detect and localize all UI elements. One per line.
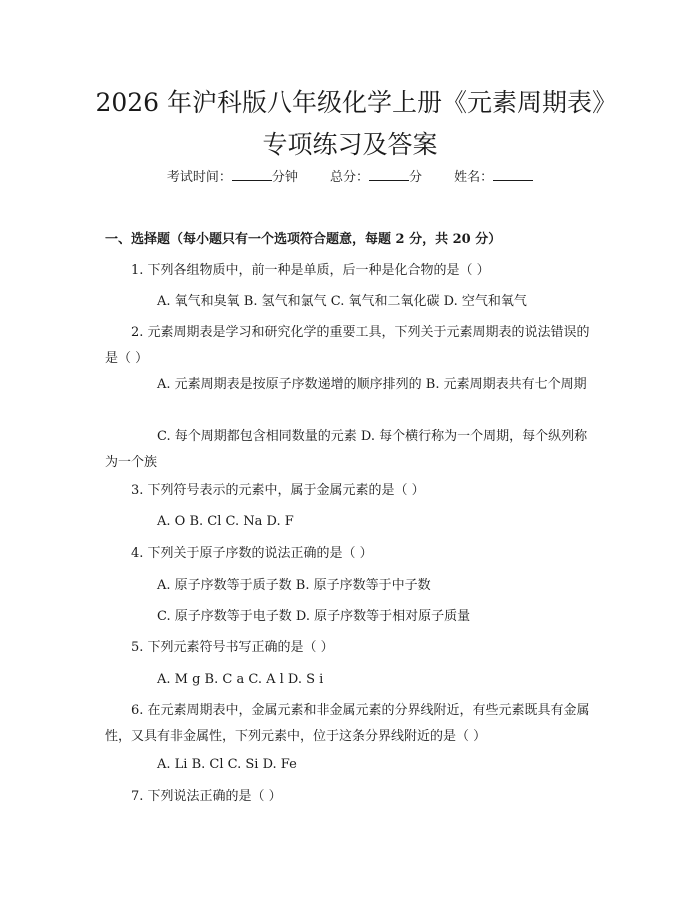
exam-time-unit: 分钟: [271, 170, 298, 185]
question-5: 5. 下列元素符号书写正确的是（ ）: [131, 640, 334, 655]
exam-meta: [0, 168, 700, 188]
question-3: 3. 下列符号表示的元素中，属于金属元素的是（ ）: [131, 483, 425, 498]
exam-time-blank: [232, 168, 272, 181]
question-1-options: A. 氧气和臭氧 B. 氢气和氯气 C. 氧气和二氧化碳 D. 空气和氧气: [157, 294, 527, 309]
section-heading: 一、选择题（每小题只有一个选项符合题意，每题 2 分，共 20 分）: [105, 232, 502, 247]
page-title: 2026 年沪科版八年级化学上册《元素周期表》专项练习及答案: [95, 88, 605, 159]
question-4-options-row-1: A. 原子序数等于质子数 B. 原子序数等于中子数: [157, 578, 431, 593]
student-name-label: 姓名：: [454, 170, 494, 185]
total-score-blank: [369, 168, 409, 181]
question-2-options-row-1: A. 元素周期表是按原子序数递增的顺序排列的 B. 元素周期表共有七个周期: [157, 377, 587, 392]
total-score: [330, 170, 422, 185]
question-2-options-row-2: C. 每个周期都包含相同数量的元素 D. 每个横行称为一个周期，每个纵列称为一个族: [105, 429, 588, 470]
student-name: [454, 170, 533, 185]
question-4-options-row-2: C. 原子序数等于电子数 D. 原子序数等于相对原子质量: [157, 609, 471, 624]
exam-time-label: 考试时间：: [166, 170, 232, 185]
total-score-unit: 分: [409, 170, 423, 185]
question-2: 2. 元素周期表是学习和研究化学的重要工具，下列关于元素周期表的说法错误的是（ ）: [105, 325, 590, 366]
question-6-options: A. Li B. Cl C. Si D. Fe: [157, 757, 297, 772]
exam-time: [167, 170, 298, 185]
student-name-blank: [493, 168, 533, 181]
question-7: 7. 下列说法正确的是（ ）: [131, 789, 282, 804]
question-3-options: A. O B. Cl C. Na D. F: [157, 514, 294, 529]
question-5-options: A. M g B. C a C. A l D. S i: [157, 672, 324, 687]
question-6: 6. 在元素周期表中，金属元素和非金属元素的分界线附近，有些元素既具有金属性，又具有非金属性，下列元素中，位于这条分界线附近的是（ ）: [105, 703, 590, 744]
question-4: 4. 下列关于原子序数的说法正确的是（ ）: [131, 546, 373, 561]
question-1: 1. 下列各组物质中，前一种是单质，后一种是化合物的是（ ）: [131, 263, 490, 278]
total-score-label: 总分：: [329, 170, 369, 185]
